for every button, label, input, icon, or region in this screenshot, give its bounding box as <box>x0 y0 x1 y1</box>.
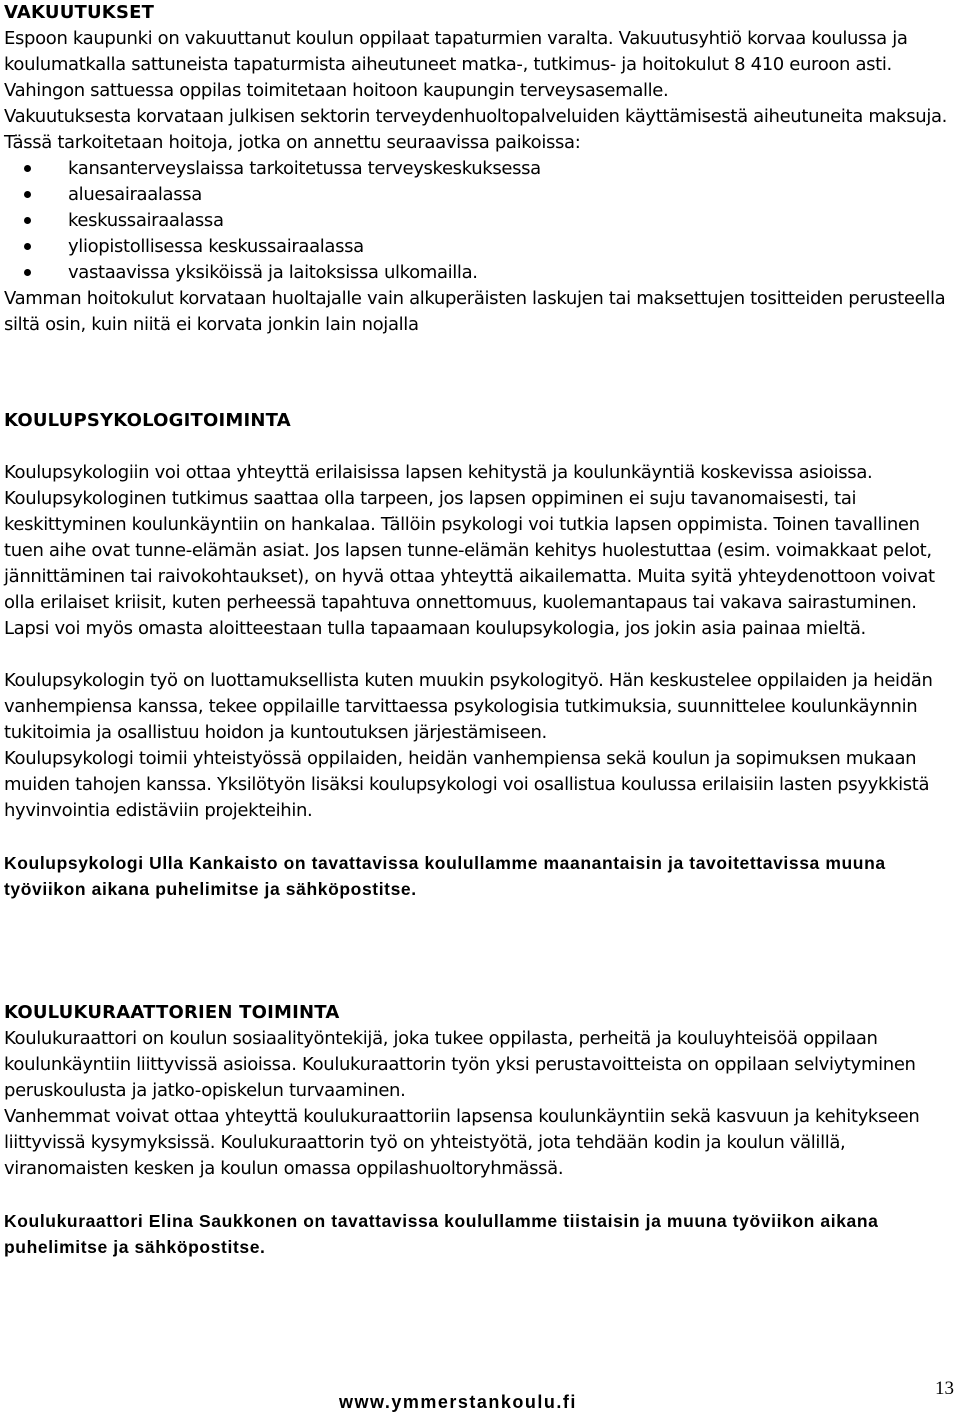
curator-heading: KOULUKURAATTORIEN TOIMINTA <box>4 1002 340 1023</box>
treatment-places-list <box>4 156 956 286</box>
list-item-text: vastaavissa yksiköissä ja laitoksissa ulkomailla. <box>68 262 478 283</box>
psychology-paragraph-1: Koulupsykologiin voi ottaa yhteyttä erilaisissa lapsen kehitystä ja koulunkäyntiä koskevissa asioissa. Koulupsykologinen tutkimus saattaa olla tarpeen, jos lapsen oppiminen ei suju tavanomaisesti, tai keskittyminen koulunkäyntiin on hankalaa. Tällöin psykologi voi tutkia lapsen oppimista. Toinen tavallinen tuen aihe ovat tunne-elämän asiat. Jos lapsen tunne-elämän kehitys huolestuttaa (esim. voimakkaat pelot, jännittäminen tai raivokohtaukset), on hyvä ottaa yhteyttä aikailematta. Muita syitä yhteydenottoon voivat olla erilaiset kriisit, kuten perheessä tapahtuva onnettomuus, kuolemantapaus tai vakava sairastuminen. Lapsi voi myös omasta aloitteestaan tulla tapaamaan koulupsykologia, jos jokin asia painaa mieltä. <box>4 462 935 639</box>
footer-website-link[interactable]: www.ymmerstankoulu.fi <box>339 1392 577 1412</box>
list-item-text: aluesairaalassa <box>68 184 202 205</box>
list-item <box>4 182 956 208</box>
bullet-icon <box>24 191 31 198</box>
curator-paragraph-1: Koulukuraattori on koulun sosiaalityöntekijä, joka tukee oppilasta, perheitä ja kouluyhteisöä oppilaan koulunkäyntiin liittyvissä asioissa. Koulukuraattorin työn yksi perustavoitteista on oppilaan selviytyminen peruskoulusta ja jatko-opiskelun turvaaminen. <box>4 1028 916 1101</box>
list-item <box>4 156 956 182</box>
psychology-heading: KOULUPSYKOLOGITOIMINTA <box>4 410 291 431</box>
insurance-paragraph-1: Espoon kaupunki on vakuuttanut koulun oppilaat tapaturmien varalta. Vakuutusyhtiö korvaa koulussa ja koulumatkalla sattuneista tapaturmista aiheutuneet matka-, tutkimus- ja hoitokulut 8 410 euroon asti. <box>4 28 908 75</box>
list-item <box>4 208 956 234</box>
list-item <box>4 234 956 260</box>
bullet-icon <box>24 269 31 276</box>
page-number: 13 <box>935 1378 954 1399</box>
insurance-paragraph-4: Vamman hoitokulut korvataan huoltajalle vain alkuperäisten laskujen tai maksettujen tositteiden perusteella siltä osin, kuin niitä ei korvata jonkin lain nojalla <box>4 288 946 335</box>
bullet-icon <box>24 217 31 224</box>
list-item-text: keskussairaalassa <box>68 210 224 231</box>
insurance-heading: VAKUUTUKSET <box>4 2 155 23</box>
psychologist-contact-note: Koulupsykologi Ulla Kankaisto on tavattavissa koulullamme maanantaisin ja tavoitettavissa muuna työviikon aikana puhelimitse ja sähköpostitse. <box>4 853 886 899</box>
list-item-text: kansanterveyslaissa tarkoitetussa terveyskeskuksessa <box>68 158 541 179</box>
curator-contact-note: Koulukuraattori Elina Saukkonen on tavattavissa koulullamme tiistaisin ja muuna työviikon aikana puhelimitse ja sähköpostitse. <box>4 1211 879 1257</box>
list-item <box>4 260 956 286</box>
bullet-icon <box>24 165 31 172</box>
psychology-section <box>4 408 956 902</box>
curator-section <box>4 1000 956 1260</box>
psychology-paragraph-2: Koulupsykologin työ on luottamuksellista kuten muukin psykologityö. Hän keskustelee oppilaiden ja heidän vanhempiensa kanssa, tekee oppilaille tarvittaessa psykologisia tutkimuksia, suunnittelee koulunkäynnin tukitoimia ja osallistuu hoidon ja kuntoutuksen järjestämiseen. <box>4 670 933 743</box>
list-item-text: yliopistollisessa keskussairaalassa <box>68 236 364 257</box>
psychology-paragraph-3: Koulupsykologi toimii yhteistyössä oppilaiden, heidän vanhempiensa sekä koulun ja sopimuksen mukaan muiden tahojen kanssa. Yksilötyön lisäksi koulupsykologi voi osallistua koulussa erilaisiin lasten psyykkistä hyvinvointia edistäviin projekteihin. <box>4 748 930 821</box>
insurance-section <box>4 0 956 338</box>
insurance-paragraph-3: Vakuutuksesta korvataan julkisen sektorin terveydenhuoltopalveluiden käyttämisestä aiheutuneita maksuja. Tässä tarkoitetaan hoitoja, jotka on annettu seuraavissa paikoissa: <box>4 106 948 153</box>
bullet-icon <box>24 243 31 250</box>
insurance-paragraph-2: Vahingon sattuessa oppilas toimitetaan hoitoon kaupungin terveysasemalle. <box>4 80 669 101</box>
curator-paragraph-2: Vanhemmat voivat ottaa yhteyttä koulukuraattoriin lapsensa koulunkäyntiin sekä kasvuun ja kehitykseen liittyvissä kysymyksissä. Koulukuraattorin työ on yhteistyötä, jota tehdään kodin ja koulun välillä, viranomaisten kesken ja koulun omassa oppilashuoltoryhmässä. <box>4 1106 920 1179</box>
